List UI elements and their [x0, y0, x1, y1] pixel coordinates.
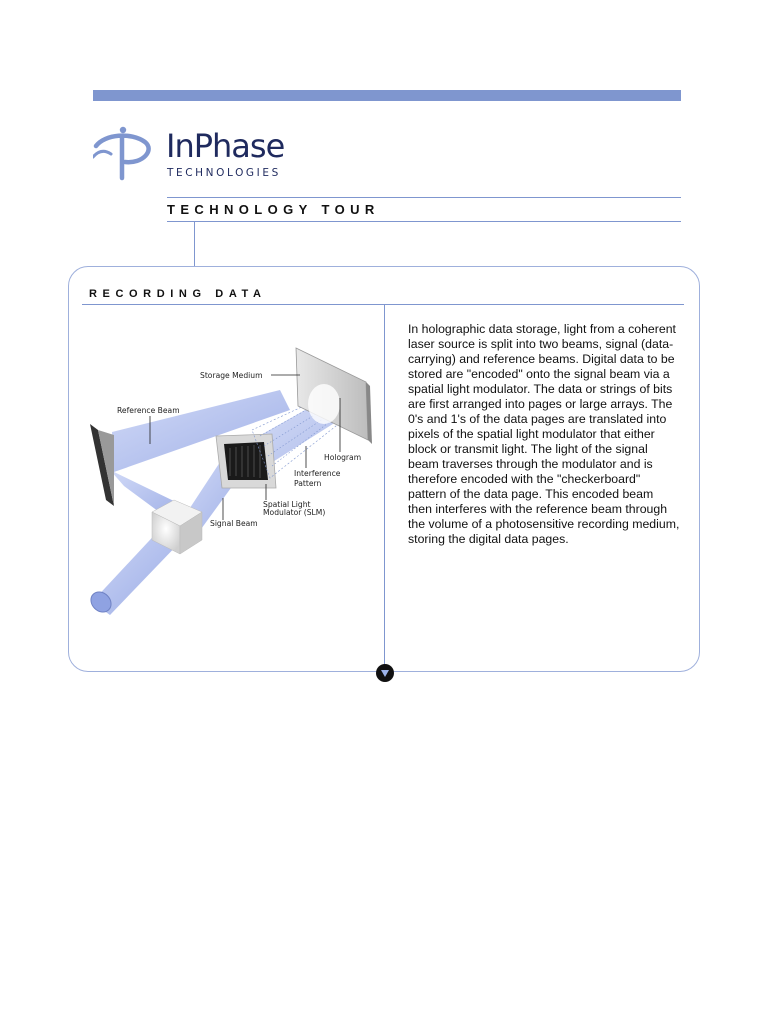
- label-slm-line1: Spatial Light: [263, 500, 311, 509]
- panel-title-rule: [82, 304, 684, 305]
- label-pattern: Pattern: [294, 479, 322, 488]
- inphase-logo-mark: [93, 124, 157, 184]
- section-title-bottom-rule: [167, 221, 681, 222]
- header-accent-bar: [93, 90, 681, 101]
- panel-title: RECORDING DATA: [89, 288, 267, 300]
- label-storage-medium: Storage Medium: [200, 371, 263, 380]
- label-hologram: Hologram: [324, 453, 362, 462]
- label-signal-beam: Signal Beam: [210, 519, 258, 528]
- label-reference-beam: Reference Beam: [117, 406, 180, 415]
- hologram-spot: [308, 384, 340, 424]
- brand-name: InPhase: [166, 127, 285, 165]
- next-page-button[interactable]: [376, 664, 394, 682]
- holographic-recording-diagram: [84, 340, 376, 620]
- brand-subtitle: TECHNOLOGIES: [167, 167, 281, 179]
- section-connector-line: [194, 222, 195, 267]
- label-interference: Interference: [294, 469, 341, 478]
- mirror: [90, 424, 114, 512]
- section-title: TECHNOLOGY TOUR: [167, 202, 380, 217]
- label-slm-line2: Modulator (SLM): [263, 508, 326, 517]
- panel-column-divider: [384, 305, 385, 667]
- inphase-logo[interactable]: [93, 124, 293, 184]
- section-title-top-rule: [167, 197, 681, 198]
- recording-data-description: In holographic data storage, light from a coherent laser source is split into two beams, signal (data-carrying) and reference beams. Digital data to be stored are "encoded" onto the signal beam via a spatial light modulator. The data or strings of bits are first arranged into pages or large arrays. The 0's and 1's of the data pages are translated into pixels of the spatial light modulator that either block or transmit light. The light of the signal beam traverses through the modulator and is therefore encoded with the "checkerboard" pattern of the data page. This encoded beam then interferes with the reference beam through the volume of a photosensitive recording medium, storing the digital data pages.: [408, 322, 680, 546]
- spatial-light-modulator: [216, 434, 276, 488]
